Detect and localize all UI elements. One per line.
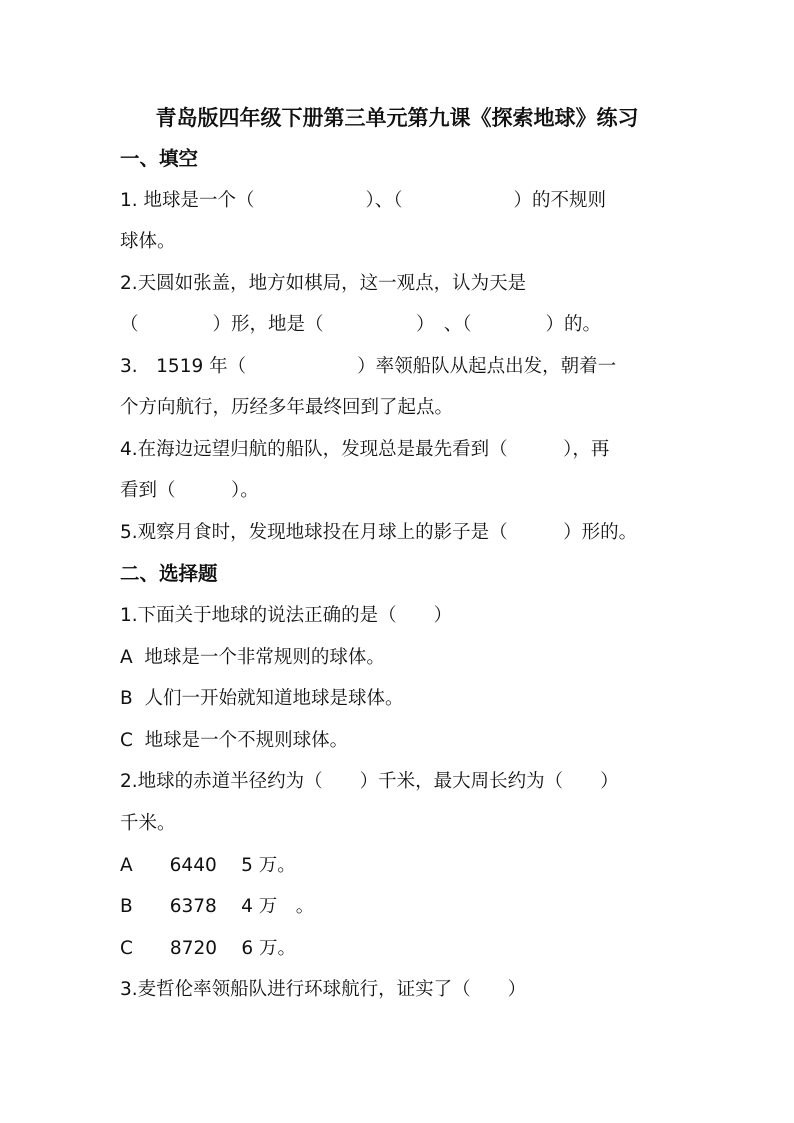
fill-blank-q2-line2: （ ）形，地是（ ） 、（ ）的。 — [120, 314, 602, 335]
section-heading-fill-blank: 一、填空 — [120, 147, 199, 170]
choice-q2-option-a: A 6440 5 万。 — [120, 855, 296, 876]
fill-blank-q5: 5.观察月食时，发现地球投在月球上的影子是（ ）形的。 — [120, 522, 638, 543]
choice-q1-option-c: C 地球是一个不规则球体。 — [120, 730, 349, 751]
choice-q1-option-b: B 人们一开始就知道地球是球体。 — [120, 688, 404, 709]
choice-q2-option-b: B 6378 4 万 。 — [120, 896, 315, 917]
choice-q2-stem-line2: 千米。 — [120, 813, 176, 834]
fill-blank-q3-line2: 个方向航行，历经多年最终回到了起点。 — [120, 397, 454, 418]
page-title: 青岛版四年级下册第三单元第九课《探索地球》练习 — [155, 106, 639, 130]
fill-blank-q4-line2: 看到（ ）。 — [120, 480, 259, 501]
choice-q1-option-a: A 地球是一个非常规则的球体。 — [120, 647, 385, 668]
choice-q3-stem: 3.麦哲伦率领船队进行环球航行，证实了（ ） — [120, 979, 527, 1000]
fill-blank-q3-line1: 3. 1519 年（ ）率领船队从起点出发，朝着一 — [120, 356, 617, 377]
fill-blank-q1-line1: 1. 地球是一个（ ）、（ ）的不规则 — [120, 190, 607, 211]
choice-q2-option-c: C 8720 6 万。 — [120, 938, 297, 959]
choice-q2-stem-line1: 2.地球的赤道半径约为（ ）千米，最大周长约为（ ） — [120, 771, 619, 792]
fill-blank-q1-line2: 球体。 — [120, 231, 176, 252]
choice-q1-stem: 1.下面关于地球的说法正确的是（ ） — [120, 605, 453, 626]
fill-blank-q2-line1: 2.天圆如张盖，地方如棋局，这一观点，认为天是 — [120, 273, 527, 294]
fill-blank-q4-line1: 4.在海边远望归航的船队，发现总是最先看到（ ），再 — [120, 439, 610, 460]
section-heading-multiple-choice: 二、选择题 — [120, 562, 218, 585]
